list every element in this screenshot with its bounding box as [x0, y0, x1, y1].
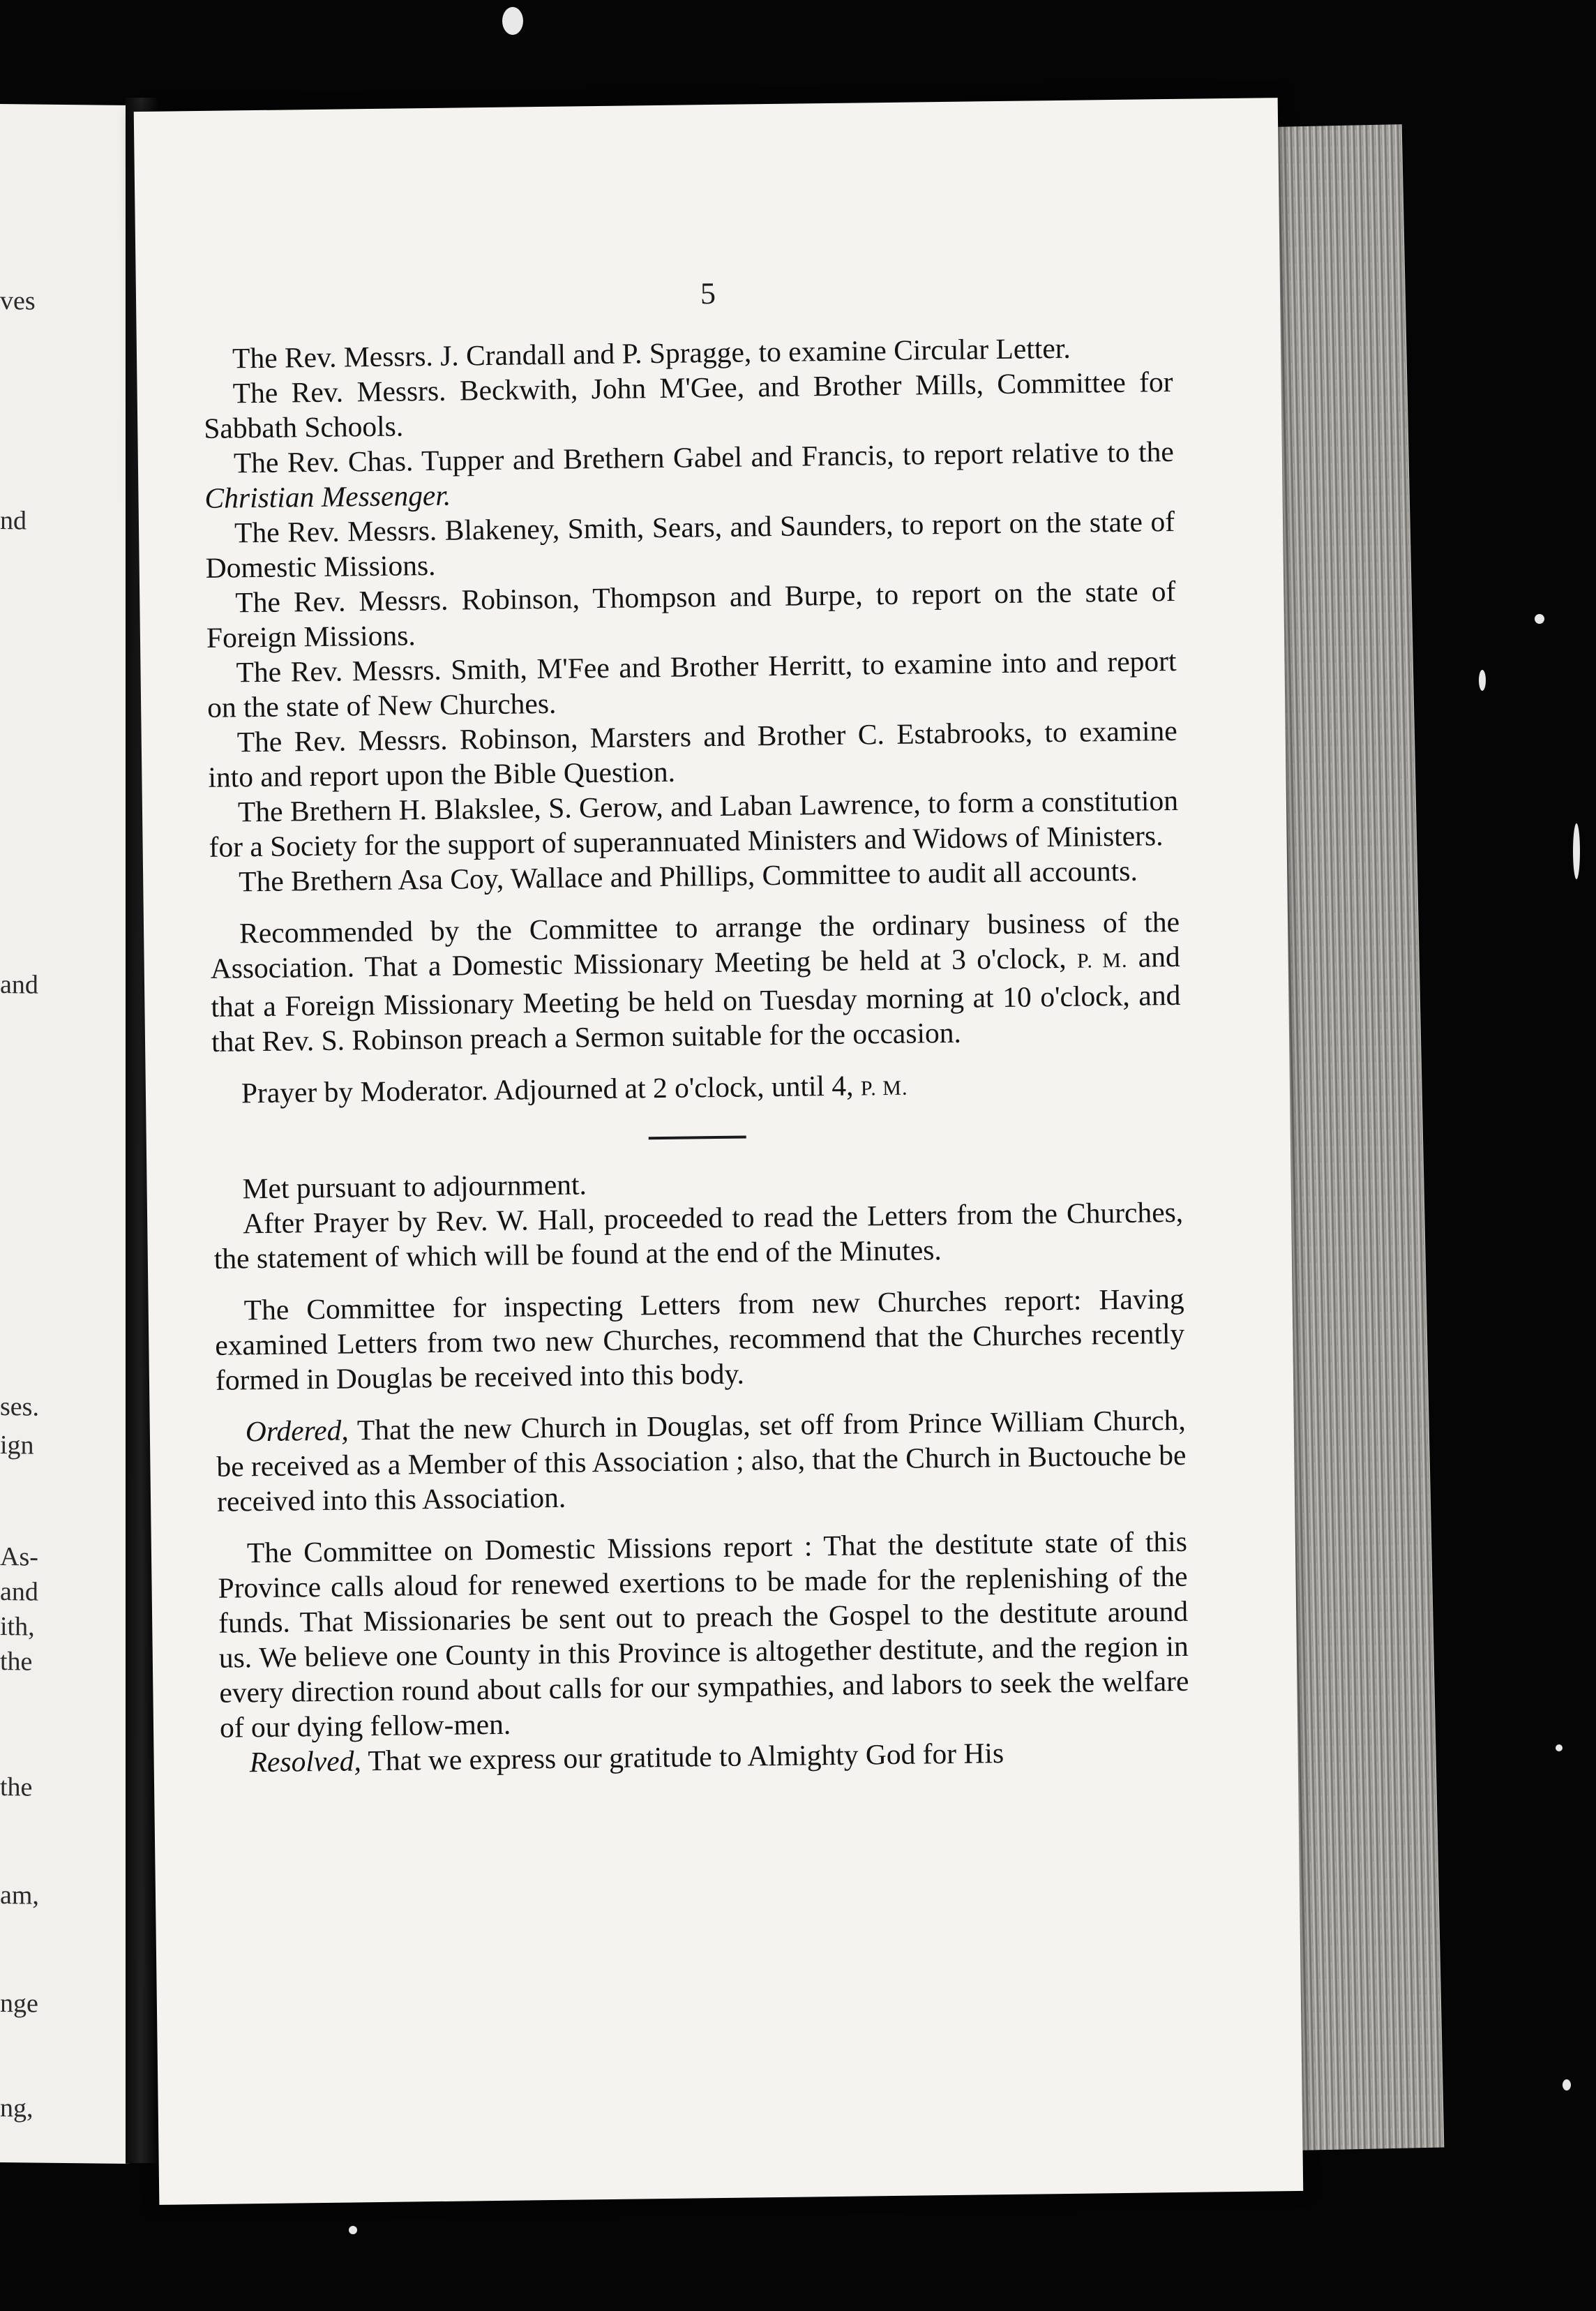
time-mark: P. M. [1076, 948, 1128, 973]
page-number: 5 [700, 276, 716, 311]
section-divider [649, 1136, 746, 1140]
paragraph: After Prayer by Rev. W. Hall, proceeded to read the Letters from the Churches, the statement of which will be found at the end of the Minutes. [213, 1195, 1184, 1275]
resolved-label: Resolved, [249, 1744, 362, 1779]
paragraph-text: Recommended by the Committee to arrange the ordinary business of the Association. That a Domestic Missionary Meeting be held at 3 o'clock, [210, 905, 1180, 985]
ordered-label: Ordered, [245, 1414, 349, 1448]
left-page-fragment: and [0, 970, 38, 1000]
left-page-fragment: nd [0, 506, 27, 536]
paragraph: The Rev. Messrs. Robinson, Thompson and Burpe, to report on the state of Foreign Missions. [206, 574, 1176, 654]
paragraph-text: and that a Foreign Missionary Meeting be held on Tuesday morning at 10 o'clock, and that Rev. S. Robinson preach a Sermon suitable for the occasion. [211, 940, 1181, 1058]
paragraph: The Rev. Messrs. Blakeney, Smith, Sears, and Saunders, to report on the state of Domestic Missions. [205, 504, 1175, 584]
paragraph [212, 1064, 1182, 1114]
book-page [134, 98, 1304, 2205]
paragraph: Met pursuant to adjournment. [242, 1168, 587, 1205]
left-page-fragment: nge [0, 1989, 38, 2019]
paragraph: The Rev. Messrs. J. Crandall and P. Spragge, to examine Circular Letter. [232, 331, 1071, 375]
paragraph: The Rev. Messrs. Smith, M'Fee and Brother Herritt, to examine into and report on the state of New Churches. [206, 644, 1177, 724]
left-facing-page [0, 104, 130, 2164]
paragraph [216, 1403, 1187, 1519]
paragraph: The Brethern Asa Coy, Wallace and Phillips, Committee to audit all accounts. [238, 854, 1138, 898]
left-page-fragment: the [0, 1647, 33, 1677]
left-page-fragment: ses. [0, 1392, 39, 1422]
paragraph: The Committee on Domestic Missions report : That the destitute state of this Province calls aloud for renewed exertions to be made for the replenishing of the funds. That Missionaries be sent out to preach the Gospel to the destitute around us. We believe one County in this Province is altogether destitute, and the region in every direction round about calls for our sympathies, and labors to seek the welfare of our dying fellow-men. [218, 1525, 1189, 1744]
paragraph: The Brethern H. Blakslee, S. Gerow, and Laban Lawrence, to form a constitution for a Society for the support of superannuated Ministers and Widows of Ministers. [209, 784, 1179, 863]
publication-title: Christian Messenger. [204, 479, 451, 514]
paragraph-text: Prayer by Moderator. Adjourned at 2 o'clock, until 4, [241, 1069, 854, 1109]
left-page-fragment: and [0, 1577, 38, 1607]
paragraph-text: That the new Church in Douglas, set off from Prince William Church, be received as a Member of this Association ; also, that the Church in Buctouche be received into this Association. [216, 1403, 1187, 1518]
scan-speck [1563, 2079, 1571, 2091]
left-page-fragment: As- [0, 1542, 38, 1572]
page-body [203, 329, 1190, 1780]
time-mark: P. M. [860, 1076, 908, 1100]
paragraph: The Committee for inspecting Letters from new Churches report: Having examined Letters from two new Churches, recommend that the Churches recently formed in Douglas be received into this body. [215, 1282, 1185, 1396]
paragraph: The Rev. Messrs. Beckwith, John M'Gee, and Brother Mills, Committee for Sabbath Schools. [204, 365, 1173, 444]
scan-speck [1479, 670, 1486, 691]
paragraph [210, 904, 1181, 1059]
left-page-fragment: ign [0, 1430, 34, 1460]
paragraph: The Rev. Messrs. Robinson, Marsters and Brother C. Estabrooks, to examine into and report upon the Bible Question. [208, 714, 1177, 793]
scan-speck [1535, 614, 1544, 624]
paragraph [204, 434, 1175, 516]
left-page-fragment: ng, [0, 2093, 33, 2123]
scan-speck [1556, 1744, 1563, 1751]
left-page-fragment: ith, [0, 1612, 35, 1642]
left-page-fragment: am, [0, 1880, 39, 1910]
paragraph-text: That we express our gratitude to Almighty God for His [368, 1737, 1004, 1777]
left-page-fragment: the [0, 1772, 33, 1802]
scan-speck [502, 7, 523, 35]
scan-speck [1573, 823, 1580, 879]
left-page-fragment: ves [0, 286, 36, 316]
paragraph-text: The Rev. Chas. Tupper and Brethern Gabel and Francis, to report relative to the [233, 435, 1175, 479]
scan-speck [349, 2226, 357, 2234]
